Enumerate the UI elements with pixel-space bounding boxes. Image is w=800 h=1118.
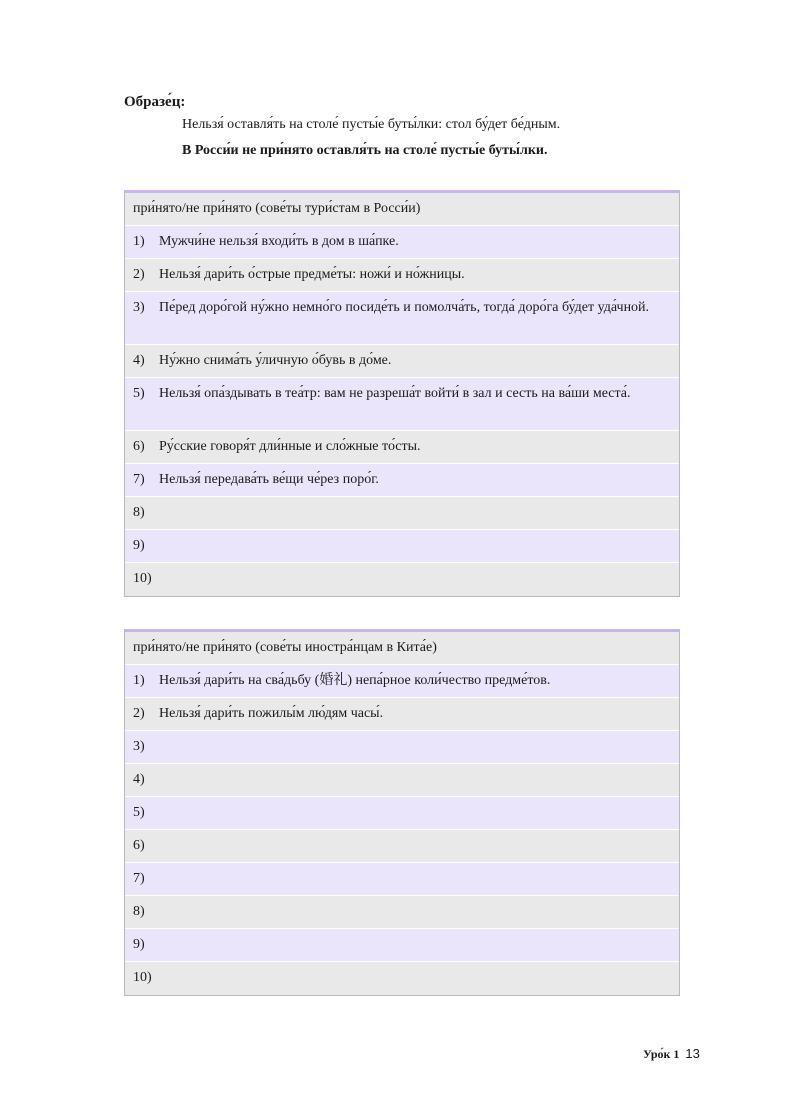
table-header xyxy=(125,632,679,665)
table-row[interactable] xyxy=(125,929,679,962)
table-row[interactable] xyxy=(125,226,679,259)
row-number: 9) xyxy=(133,538,145,553)
table-row[interactable] xyxy=(125,665,679,698)
row-text: Нельзя́ опа́здывать в теа́тр: вам не разреша́т войти́ в зал и сесть на ва́ши места́. xyxy=(159,386,631,401)
row-text: Нельзя́ дари́ть пожилы́м лю́дям часы́. xyxy=(159,706,384,721)
row-text xyxy=(159,569,671,590)
row-number: 8) xyxy=(133,505,145,520)
row-number: 7) xyxy=(133,472,145,487)
table-row[interactable] xyxy=(125,292,679,345)
table-row[interactable] xyxy=(125,797,679,830)
row-text xyxy=(159,770,671,790)
row-number: 5) xyxy=(133,805,145,820)
row-number: 7) xyxy=(133,871,145,886)
row-text xyxy=(159,536,671,556)
row-text xyxy=(159,836,671,856)
table-row[interactable] xyxy=(125,830,679,863)
row-number: 5) xyxy=(133,386,145,401)
example-block xyxy=(124,92,684,164)
russia-advice-table xyxy=(124,190,680,597)
row-text: Нельзя́ дари́ть о́стрые предме́ты: ножи́ и но́жницы. xyxy=(159,267,465,282)
table-row[interactable] xyxy=(125,698,679,731)
table-row[interactable] xyxy=(125,259,679,292)
row-text xyxy=(159,737,671,757)
row-text xyxy=(159,803,671,823)
row-number: 10) xyxy=(133,571,152,586)
table-row[interactable] xyxy=(125,962,679,995)
table-row[interactable] xyxy=(125,431,679,464)
table-header-text: при́нято/не при́нято (сове́ты иностра́нцам в Кита́е) xyxy=(133,640,437,655)
example-sentence: Нельзя́ оставля́ть на столе́ пусты́е буты́лки: стол бу́дет бе́дным. xyxy=(182,117,561,132)
row-number: 3) xyxy=(133,300,145,315)
table-header-text: при́нято/не при́нято (сове́ты тури́стам в Росси́и) xyxy=(133,201,421,216)
table-row[interactable] xyxy=(125,563,679,596)
row-number: 3) xyxy=(133,739,145,754)
table-row[interactable] xyxy=(125,863,679,896)
row-number: 10) xyxy=(133,970,152,985)
china-advice-table xyxy=(124,629,680,996)
row-text: Ру́сские говоря́т дли́нные и сло́жные то́сты. xyxy=(159,439,421,454)
row-text: Мужчи́не нельзя́ входи́ть в дом в ша́пке. xyxy=(159,234,399,249)
row-number: 2) xyxy=(133,706,145,721)
page-number: 13 xyxy=(685,1046,700,1061)
row-number: 6) xyxy=(133,838,145,853)
row-text xyxy=(159,869,671,889)
row-text: Ну́жно снима́ть у́личную о́бувь в до́ме. xyxy=(159,353,392,368)
row-number: 2) xyxy=(133,267,145,282)
page-footer xyxy=(643,1046,700,1062)
table-row[interactable] xyxy=(125,378,679,431)
row-text xyxy=(159,968,671,989)
row-text: Нельзя́ передава́ть ве́щи че́рез поро́г. xyxy=(159,472,379,487)
lesson-label: Уро́к 1 xyxy=(643,1047,680,1061)
row-number: 1) xyxy=(133,234,145,249)
row-number: 9) xyxy=(133,937,145,952)
table-row[interactable] xyxy=(125,896,679,929)
table-row[interactable] xyxy=(125,345,679,378)
row-number: 8) xyxy=(133,904,145,919)
table-header xyxy=(125,193,679,226)
row-text xyxy=(159,935,671,955)
row-number: 4) xyxy=(133,772,145,787)
table-row[interactable] xyxy=(125,764,679,797)
row-text: Пе́ред доро́гой ну́жно немно́го посиде́ть и помолча́ть, тогда́ доро́га бу́дет уда́чной. xyxy=(159,300,650,315)
table-row[interactable] xyxy=(125,731,679,764)
row-number: 6) xyxy=(133,439,145,454)
row-text xyxy=(159,902,671,922)
row-text xyxy=(159,503,671,523)
example-label: Образе́ц: xyxy=(124,94,186,110)
table-row[interactable] xyxy=(125,464,679,497)
table-row[interactable] xyxy=(125,497,679,530)
row-number: 4) xyxy=(133,353,145,368)
example-answer: В Росси́и не при́нято оставля́ть на столе́ пусты́е буты́лки. xyxy=(182,143,548,158)
row-text: Нельзя́ дари́ть на сва́дьбу (婚礼) непа́рное коли́чество предме́тов. xyxy=(159,673,551,688)
table-row[interactable] xyxy=(125,530,679,563)
row-number: 1) xyxy=(133,673,145,688)
